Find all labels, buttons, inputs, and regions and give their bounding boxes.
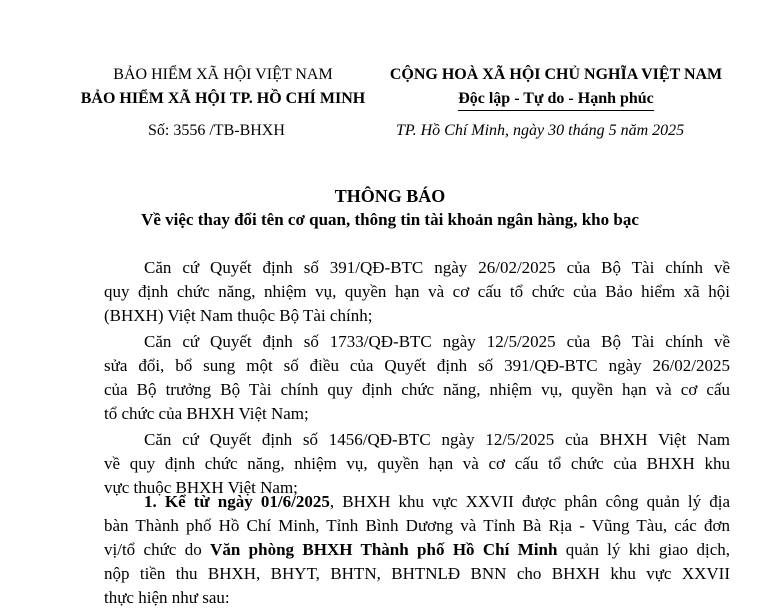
paragraph-line: Căn cứ Quyết định số 1456/QĐ-BTC ngày 12/5/2025 của BHXH Việt Nam — [144, 430, 730, 449]
line-text: vị/tổ chức do — [104, 540, 211, 559]
paragraph-legal-basis-1 — [104, 256, 730, 328]
agency-header — [58, 63, 388, 111]
national-header — [376, 63, 736, 111]
national-motto: Độc lập - Tự do - Hạnh phúc — [458, 88, 654, 111]
agency-parent-name: BẢO HIỂM XÃ HỘI VIỆT NAM — [113, 66, 333, 83]
paragraph-line: (BHXH) Việt Nam thuộc Bộ Tài chính; — [104, 306, 373, 325]
line-text: quản lý khi giao dịch, — [557, 540, 730, 559]
effective-date-clause: 1. Kể từ ngày 01/6/2025 — [144, 492, 330, 511]
paragraph-line: sửa đổi, bổ sung một số điều của Quyết định số 391/QĐ-BTC ngày 26/02/2025 — [104, 356, 730, 375]
paragraph-line: thực hiện như sau: — [104, 588, 230, 607]
paragraph-line: bàn Thành phố Hồ Chí Minh, Tỉnh Bình Dương và Tỉnh Bà Rịa - Vũng Tàu, các đơn — [104, 516, 730, 535]
paragraph-line: của Bộ trưởng Bộ Tài chính quy định chức năng, nhiệm vụ, quyền hạn và cơ cấu — [104, 380, 730, 399]
paragraph-legal-basis-2 — [104, 330, 730, 426]
paragraph-section-1 — [104, 490, 730, 610]
paragraph-line: nộp tiền thu BHXH, BHYT, BHTN, BHTNLĐ BNN cho BHXH khu vực XXVII — [104, 564, 730, 583]
place-and-date: TP. Hồ Chí Minh, ngày 30 tháng 5 năm 2025 — [396, 122, 685, 139]
document-subtitle: Về việc thay đổi tên cơ quan, thông tin tài khoản ngân hàng, kho bạc — [141, 210, 639, 229]
line-text: , BHXH khu vực XXVII được phân công quản lý địa — [329, 492, 730, 511]
agency-name: BẢO HIỂM XÃ HỘI TP. HỒ CHÍ MINH — [80, 90, 366, 107]
paragraph-line — [104, 538, 730, 562]
paragraph-line: về quy định chức năng, nhiệm vụ, quyền hạn và cơ cấu tổ chức của BHXH khu — [104, 454, 730, 473]
paragraph-line: Căn cứ Quyết định số 1733/QĐ-BTC ngày 12/5/2025 của Bộ Tài chính về — [144, 332, 730, 351]
paragraph-line: Căn cứ Quyết định số 391/QĐ-BTC ngày 26/02/2025 của Bộ Tài chính về — [144, 258, 730, 277]
document-number: Số: 3556 /TB-BHXH — [148, 122, 285, 139]
republic-name: CỘNG HOÀ XÃ HỘI CHỦ NGHĨA VIỆT NAM — [389, 66, 723, 83]
document-title: THÔNG BÁO — [334, 186, 446, 206]
paragraph-line — [104, 490, 730, 514]
paragraph-line: tổ chức của BHXH Việt Nam; — [104, 404, 309, 423]
paragraph-line: vực thuộc BHXH Việt Nam; — [104, 478, 298, 497]
office-name: Văn phòng BHXH Thành phố Hồ Chí Minh — [210, 540, 558, 559]
paragraph-line: quy định chức năng, nhiệm vụ, quyền hạn và cơ cấu tổ chức của Bảo hiểm xã hội — [104, 282, 730, 301]
